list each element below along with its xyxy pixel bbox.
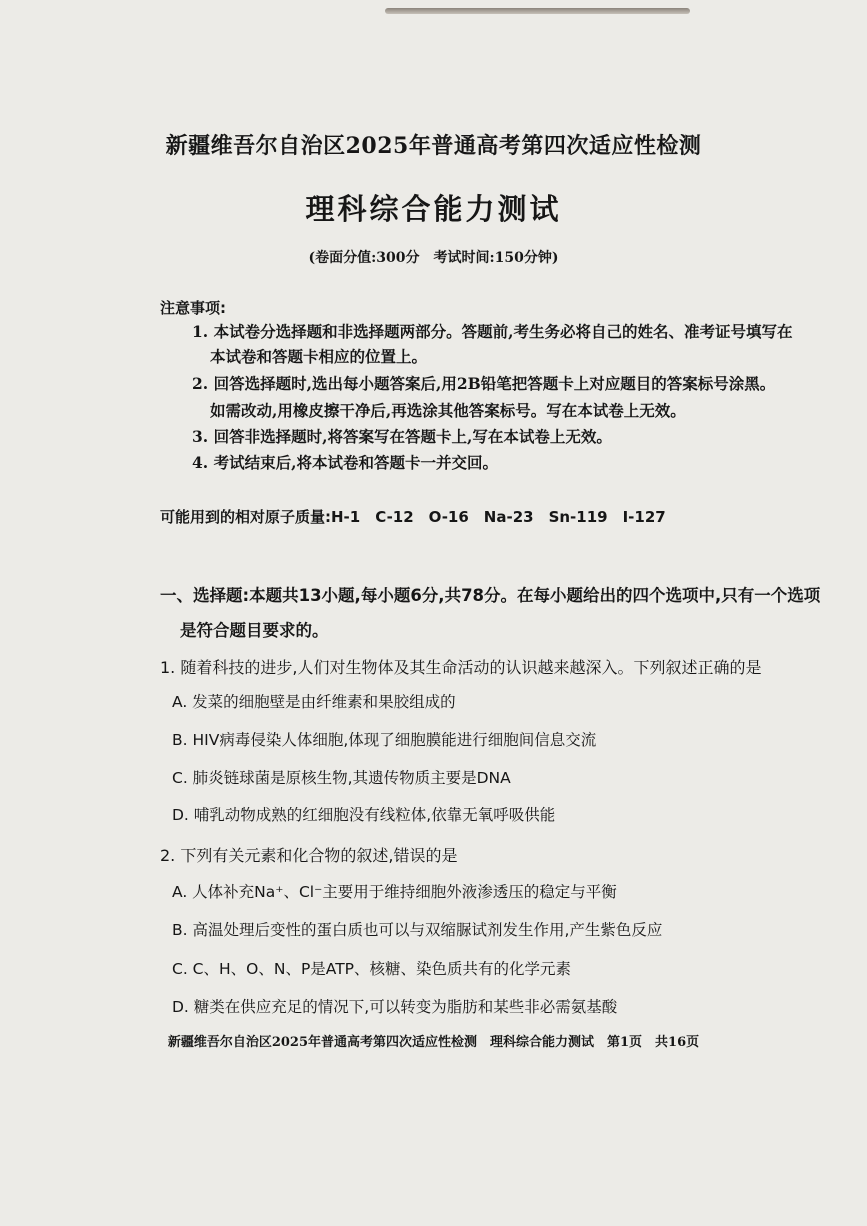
subject-title: 理科综合能力测试 xyxy=(305,192,562,226)
question-1-option-d: D. 哺乳动物成熟的红细胞没有线粒体,依靠无氧呼吸供能 xyxy=(172,806,556,824)
exam-info: (卷面分值:300分 考试时间:150分钟) xyxy=(308,250,559,266)
notice-line: 4. 考试结束后,将本试卷和答题卡一并交回。 xyxy=(192,453,498,472)
notice-line: 1. 本试卷分选择题和非选择题两部分。答题前,考生务必将自己的姓名、准考证号填写在 xyxy=(192,322,793,341)
question-1-option-c: C. 肺炎链球菌是原核生物,其遗传物质主要是DNA xyxy=(172,769,511,787)
notice-line: 如需改动,用橡皮擦干净后,再选涂其他答案标号。写在本试卷上无效。 xyxy=(210,401,686,420)
question-2-option-c: C. C、H、O、N、P是ATP、核糖、染色质共有的化学元素 xyxy=(172,960,572,978)
notice-line: 2. 回答选择题时,选出每小题答案后,用2B铅笔把答题卡上对应题目的答案标号涂黑。 xyxy=(192,374,776,393)
page-footer: 新疆维吾尔自治区2025年普通高考第四次适应性检测 理科综合能力测试 第1页 共16页 xyxy=(167,1035,700,1050)
question-2-stem: 2. 下列有关元素和化合物的叙述,错误的是 xyxy=(160,846,458,865)
notice-heading: 注意事项: xyxy=(160,299,226,317)
section-heading: 一、选择题:本题共13小题,每小题6分,共78分。在每小题给出的四个选项中,只有一个选项 xyxy=(160,586,821,605)
notice-line: 本试卷和答题卡相应的位置上。 xyxy=(210,347,428,366)
question-2-option-d: D. 糖类在供应充足的情况下,可以转变为脂肪和某些非必需氨基酸 xyxy=(172,998,618,1016)
section-heading-cont: 是符合题目要求的。 xyxy=(180,621,329,640)
notice-line: 3. 回答非选择题时,将答案写在答题卡上,写在本试卷上无效。 xyxy=(192,427,612,446)
question-1-option-a: A. 发菜的细胞壁是由纤维素和果胶组成的 xyxy=(172,693,456,711)
question-2-option-b: B. 高温处理后变性的蛋白质也可以与双缩脲试剂发生作用,产生紫色反应 xyxy=(172,921,663,939)
atomic-masses: 可能用到的相对原子质量:H-1 C-12 O-16 Na-23 Sn-119 I-127 xyxy=(160,508,666,526)
question-1-option-b: B. HIV病毒侵染人体细胞,体现了细胞膜能进行细胞间信息交流 xyxy=(172,731,597,749)
scan-binding-shadow xyxy=(385,8,690,14)
exam-title: 新疆维吾尔自治区2025年普通高考第四次适应性检测 xyxy=(165,133,702,159)
question-2-option-a: A. 人体补充Na⁺、Cl⁻主要用于维持细胞外液渗透压的稳定与平衡 xyxy=(172,883,617,901)
question-1-stem: 1. 随着科技的进步,人们对生物体及其生命活动的认识越来越深入。下列叙述正确的是 xyxy=(160,658,762,677)
